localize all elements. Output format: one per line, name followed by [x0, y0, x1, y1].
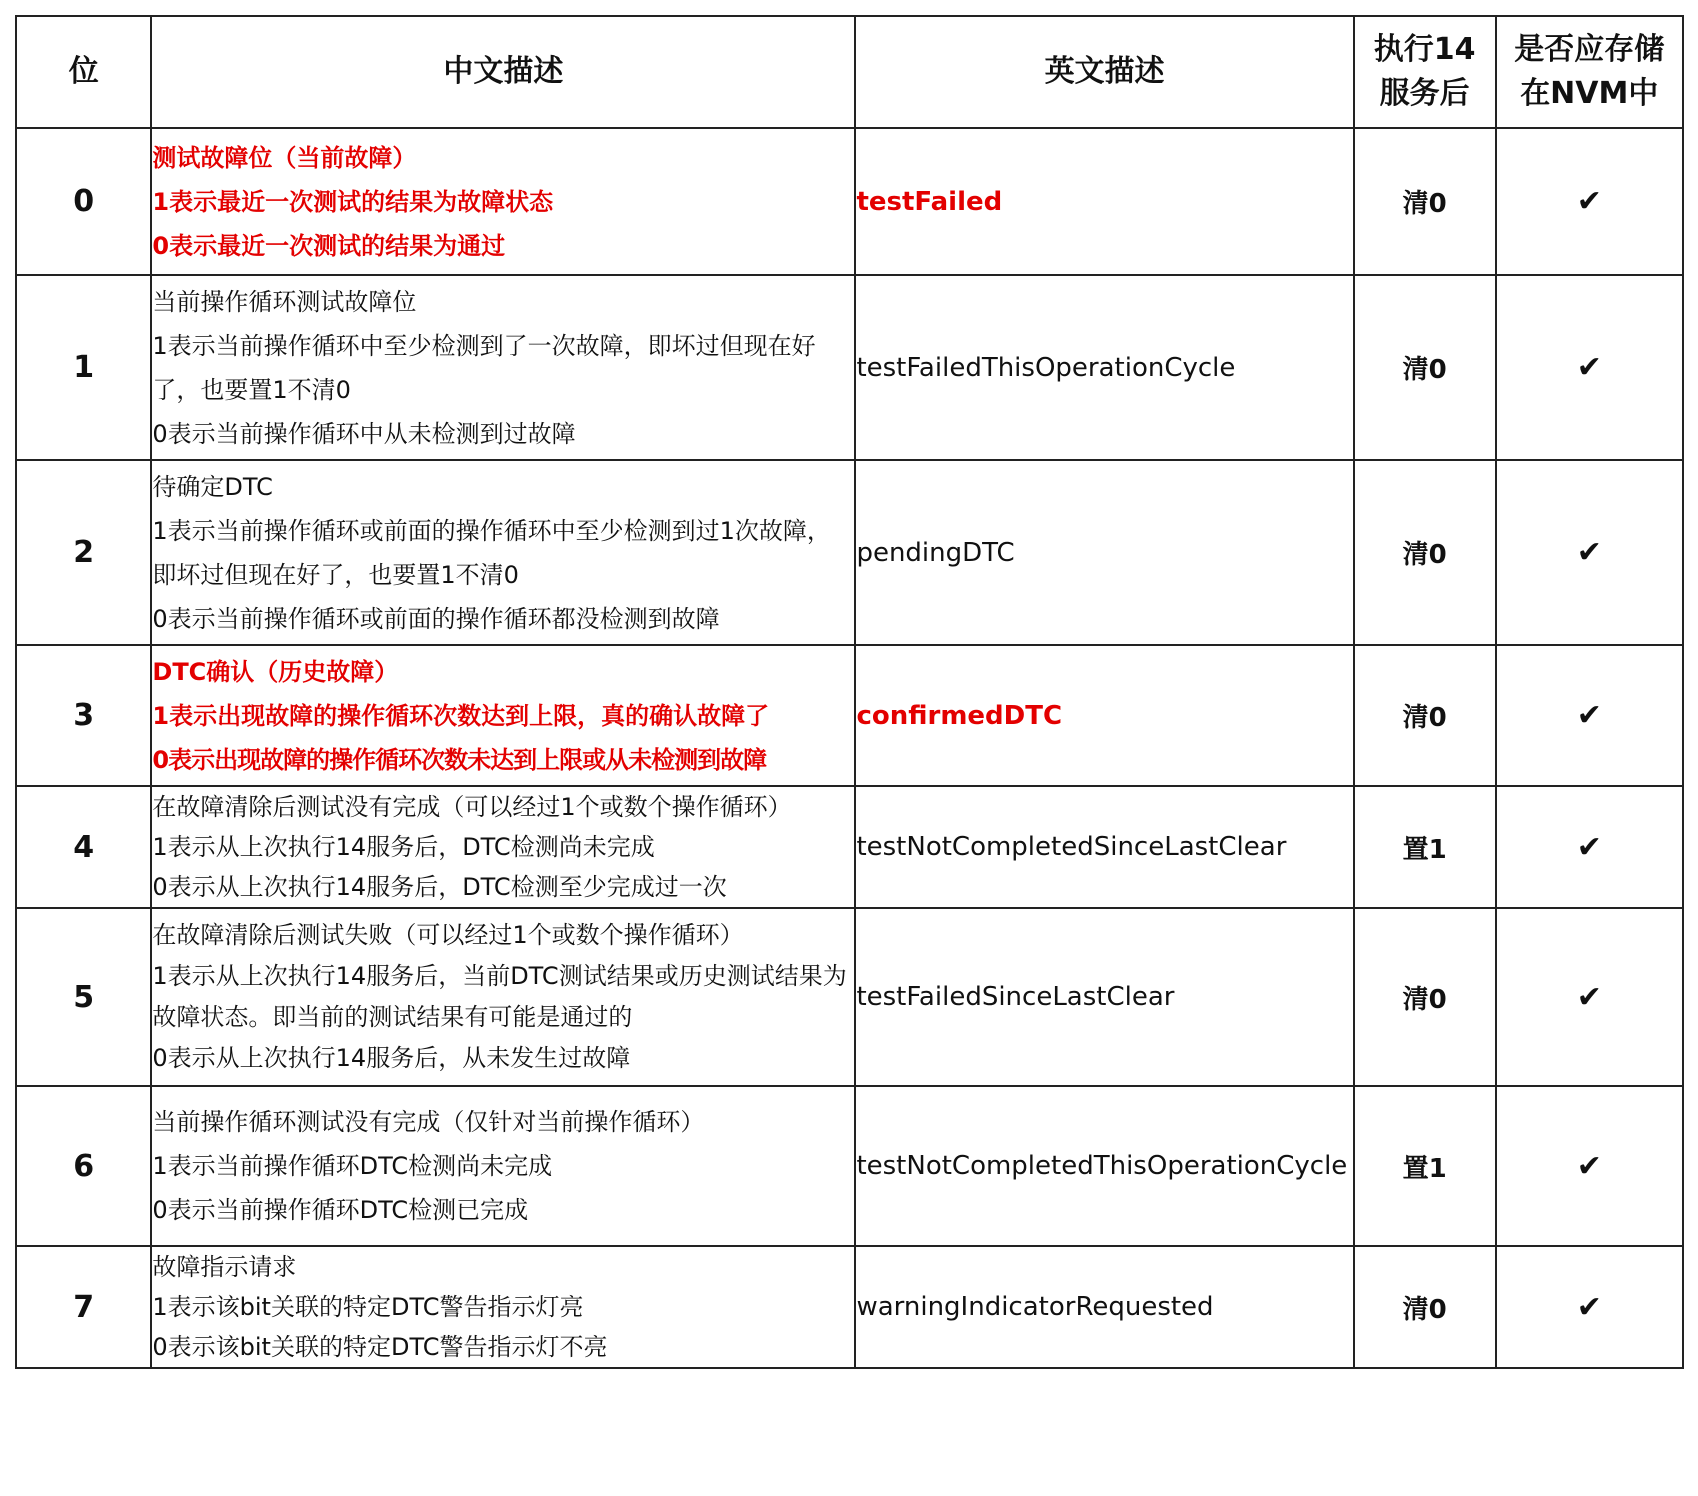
zh-line: 0表示当前操作循环DTC检测已完成	[152, 1196, 529, 1224]
after14-action: 清0	[1354, 128, 1496, 275]
en-description: testFailedSinceLastClear	[855, 908, 1353, 1086]
en-description: testFailedThisOperationCycle	[855, 275, 1353, 460]
table-header-row	[16, 16, 1683, 128]
en-description: testNotCompletedThisOperationCycle	[855, 1086, 1353, 1246]
en-description: pendingDTC	[855, 460, 1353, 645]
zh-line: 0表示最近一次测试的结果为通过	[152, 231, 506, 260]
bit-number: 3	[16, 645, 151, 786]
en-description: confirmedDTC	[855, 645, 1353, 786]
after14-action: 清0	[1354, 1246, 1496, 1368]
zh-description	[151, 275, 855, 460]
zh-line: 1表示当前操作循环或前面的操作循环中至少检测到过1次故障，即坏过但现在好了，也要置1不清0	[152, 516, 831, 589]
table-row	[16, 128, 1683, 275]
after14-action: 置1	[1354, 1086, 1496, 1246]
nvm-check-icon: ✔	[1496, 275, 1683, 460]
header-en-desc: 英文描述	[855, 16, 1353, 128]
after14-action: 清0	[1354, 908, 1496, 1086]
zh-line: DTC确认（历史故障）	[152, 657, 399, 686]
zh-line: 在故障清除后测试失败（可以经过1个或数个操作循环）	[152, 921, 744, 949]
zh-description	[151, 908, 855, 1086]
en-description: testNotCompletedSinceLastClear	[855, 786, 1353, 908]
zh-line: 0表示出现故障的操作循环次数未达到上限或从未检测到故障	[152, 745, 767, 774]
zh-line: 0表示从上次执行14服务后，DTC检测至少完成过一次	[152, 873, 727, 901]
bit-number: 1	[16, 275, 151, 460]
header-nvm	[1496, 16, 1683, 128]
header-nvm-line1: 是否应存储	[1514, 32, 1665, 67]
zh-line: 当前操作循环测试没有完成（仅针对当前操作循环）	[152, 1108, 705, 1136]
en-description: warningIndicatorRequested	[855, 1246, 1353, 1368]
bit-number: 0	[16, 128, 151, 275]
zh-description	[151, 460, 855, 645]
zh-description	[151, 645, 855, 786]
zh-line: 测试故障位（当前故障）	[152, 143, 417, 172]
zh-line: 0表示当前操作循环或前面的操作循环都没检测到故障	[152, 604, 720, 633]
zh-line: 1表示从上次执行14服务后，DTC检测尚未完成	[152, 833, 655, 861]
zh-line: 待确定DTC	[152, 472, 273, 501]
zh-line: 1表示出现故障的操作循环次数达到上限，真的确认故障了	[152, 701, 770, 730]
zh-line: 当前操作循环测试故障位	[152, 287, 417, 316]
bit-number: 4	[16, 786, 151, 908]
bit-number: 7	[16, 1246, 151, 1368]
table-row	[16, 275, 1683, 460]
zh-line: 0表示当前操作循环中从未检测到过故障	[152, 419, 576, 448]
zh-description	[151, 1086, 855, 1246]
nvm-check-icon: ✔	[1496, 1246, 1683, 1368]
zh-line: 1表示当前操作循环中至少检测到了一次故障，即坏过但现在好了，也要置1不清0	[152, 331, 816, 404]
zh-line: 故障指示请求	[152, 1253, 297, 1281]
header-bit: 位	[16, 16, 151, 128]
zh-description	[151, 786, 855, 908]
table-row	[16, 786, 1683, 908]
zh-line: 0表示从上次执行14服务后，从未发生过故障	[152, 1044, 631, 1072]
zh-line: 1表示该bit关联的特定DTC警告指示灯亮	[152, 1293, 584, 1321]
nvm-check-icon: ✔	[1496, 460, 1683, 645]
table-row	[16, 1086, 1683, 1246]
zh-line: 在故障清除后测试没有完成（可以经过1个或数个操作循环）	[152, 793, 792, 821]
dtc-status-bit-table	[15, 15, 1684, 1369]
en-description: testFailed	[855, 128, 1353, 275]
zh-description	[151, 1246, 855, 1368]
zh-line: 0表示该bit关联的特定DTC警告指示灯不亮	[152, 1333, 608, 1361]
bit-number: 6	[16, 1086, 151, 1246]
header-nvm-line2: 在NVM中	[1520, 76, 1659, 111]
nvm-check-icon: ✔	[1496, 908, 1683, 1086]
table-row	[16, 908, 1683, 1086]
after14-action: 清0	[1354, 645, 1496, 786]
header-after14	[1354, 16, 1496, 128]
after14-action: 置1	[1354, 786, 1496, 908]
header-after14-line1: 执行14	[1373, 32, 1476, 67]
header-after14-line2: 服务后	[1379, 76, 1470, 111]
table-row	[16, 645, 1683, 786]
after14-action: 清0	[1354, 460, 1496, 645]
table-row	[16, 1246, 1683, 1368]
nvm-check-icon: ✔	[1496, 128, 1683, 275]
table-row	[16, 460, 1683, 645]
bit-number: 5	[16, 908, 151, 1086]
zh-line: 1表示从上次执行14服务后，当前DTC测试结果或历史测试结果为故障状态。即当前的测试结果有可能是通过的	[152, 962, 847, 1031]
nvm-check-icon: ✔	[1496, 786, 1683, 908]
nvm-check-icon: ✔	[1496, 645, 1683, 786]
zh-line: 1表示最近一次测试的结果为故障状态	[152, 187, 554, 216]
bit-number: 2	[16, 460, 151, 645]
after14-action: 清0	[1354, 275, 1496, 460]
zh-description	[151, 128, 855, 275]
header-zh-desc: 中文描述	[151, 16, 855, 128]
nvm-check-icon: ✔	[1496, 1086, 1683, 1246]
zh-line: 1表示当前操作循环DTC检测尚未完成	[152, 1152, 553, 1180]
